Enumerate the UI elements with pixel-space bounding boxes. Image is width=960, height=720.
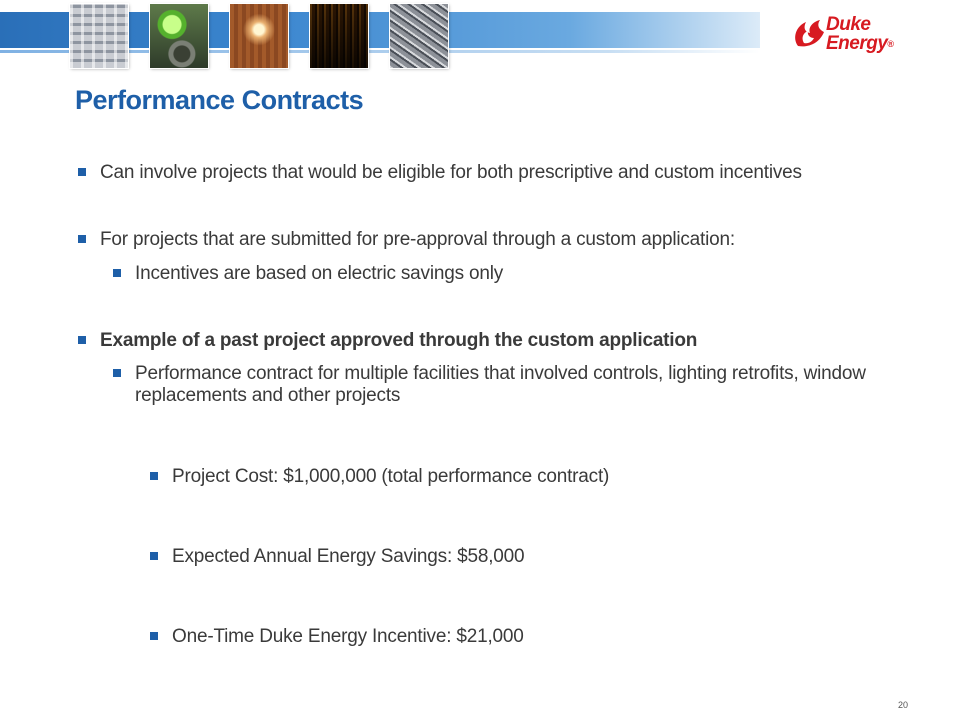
bullet-text: Project Cost: $1,000,000 (total performance contract) <box>172 466 610 487</box>
bullet-square-icon <box>113 269 121 277</box>
bullet-text: Expected Annual Energy Savings: $58,000 <box>172 546 525 567</box>
bullet-square-icon <box>150 472 158 480</box>
bullet-text: Performance contract for multiple facilities that involved controls, lighting retrofits, window replacements and other projects <box>135 363 866 406</box>
bullet-text: For projects that are submitted for pre-approval through a custom application: <box>100 229 735 250</box>
bullet-square-icon <box>78 168 86 176</box>
logo-word-energy-text: Energy <box>826 33 888 54</box>
bullet-square-icon <box>150 552 158 560</box>
bullet-square-icon <box>113 369 121 377</box>
bullet-text: One-Time Duke Energy Incentive: $21,000 <box>172 626 524 647</box>
logo-registered-mark: ® <box>887 39 894 49</box>
sub-bullet-item <box>113 363 923 407</box>
bullet-square-icon <box>150 632 158 640</box>
bullet-square-icon <box>78 235 86 243</box>
bullet-item <box>78 229 918 251</box>
page-number: 20 <box>898 700 909 710</box>
bullet-text: Example of a past project approved through the custom application <box>100 330 698 351</box>
bullet-item <box>78 162 918 184</box>
sub-sub-bullet-item <box>150 466 930 488</box>
bullet-square-icon <box>78 336 86 344</box>
bullet-text: Incentives are based on electric savings only <box>135 263 504 284</box>
logo-word-duke: Duke <box>826 14 871 35</box>
bullet-text: Can involve projects that would be eligible for both prescriptive and custom incentives <box>100 162 802 183</box>
slide-title: Performance Contracts <box>75 85 364 115</box>
bullet-item <box>78 330 918 352</box>
sub-sub-bullet-item <box>150 546 930 568</box>
sub-sub-bullet-item <box>150 626 930 648</box>
sub-bullet-item <box>113 263 923 285</box>
